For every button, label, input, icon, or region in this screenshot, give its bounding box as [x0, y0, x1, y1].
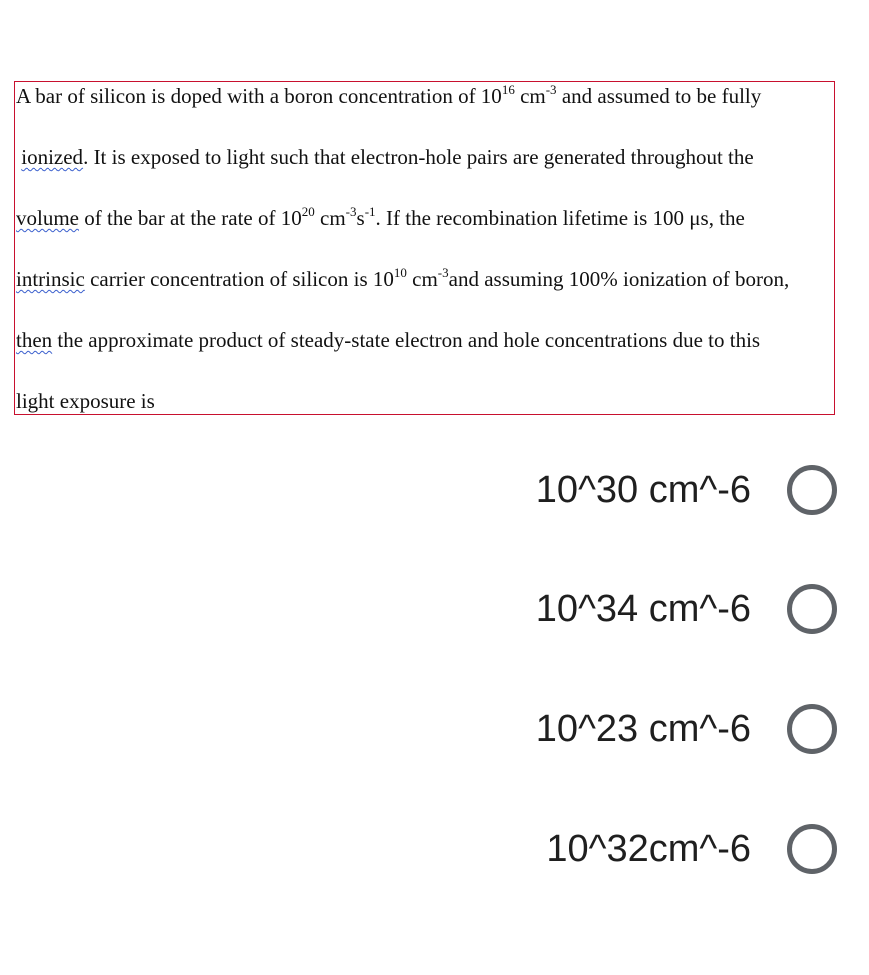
answer-option-4[interactable]	[546, 818, 837, 880]
answer-option-1[interactable]	[536, 459, 837, 521]
superscript: -1	[364, 204, 376, 219]
question-text: . If the recombination lifetime is 100 μs, the	[375, 206, 745, 230]
question-text: cm	[514, 84, 546, 108]
question-text: s	[356, 206, 365, 230]
question-text: A bar of silicon is doped with a boron concentration of 10	[16, 84, 502, 108]
question-text: carrier concentration of silicon is 10	[84, 267, 394, 291]
superscript: 20	[301, 204, 315, 219]
question-text: of the bar at the rate of 10	[79, 206, 302, 230]
question-text: cm	[314, 206, 346, 230]
spellcheck-word: volume	[16, 206, 79, 230]
superscript: -3	[545, 82, 557, 97]
superscript: 16	[501, 82, 515, 97]
spellcheck-word: then	[16, 328, 53, 352]
question-text-box	[14, 81, 835, 415]
option-label: 10^32cm^-6	[546, 827, 751, 870]
question-line-1	[16, 84, 761, 108]
question-text: and assumed to be fully	[556, 84, 762, 108]
question-line-2	[16, 145, 754, 169]
option-label: 10^23 cm^-6	[535, 707, 751, 750]
answer-option-3[interactable]	[536, 698, 837, 760]
spellcheck-word: intrinsic	[16, 267, 85, 291]
question-text: light exposure is	[16, 389, 155, 413]
spellcheck-word: ionized	[21, 145, 84, 169]
question-text: and assuming 100% ionization of boron,	[448, 267, 790, 291]
question-line-4	[16, 267, 789, 291]
radio-button[interactable]	[787, 465, 837, 515]
option-label: 10^34 cm^-6	[535, 587, 751, 630]
superscript: -3	[437, 265, 449, 280]
superscript: 10	[393, 265, 407, 280]
superscript: -3	[345, 204, 357, 219]
radio-button[interactable]	[787, 824, 837, 874]
answer-option-2[interactable]	[536, 578, 837, 640]
option-label: 10^30 cm^-6	[535, 468, 751, 511]
question-line-3	[16, 206, 745, 230]
question-text: . It is exposed to light such that electron-hole pairs are generated throughout the	[83, 145, 754, 169]
radio-button[interactable]	[787, 704, 837, 754]
question-line-6	[16, 389, 155, 413]
radio-button[interactable]	[787, 584, 837, 634]
question-text: cm	[406, 267, 438, 291]
question-line-5	[16, 328, 760, 352]
question-text: the approximate product of steady-state electron and hole concentrations due to this	[52, 328, 761, 352]
